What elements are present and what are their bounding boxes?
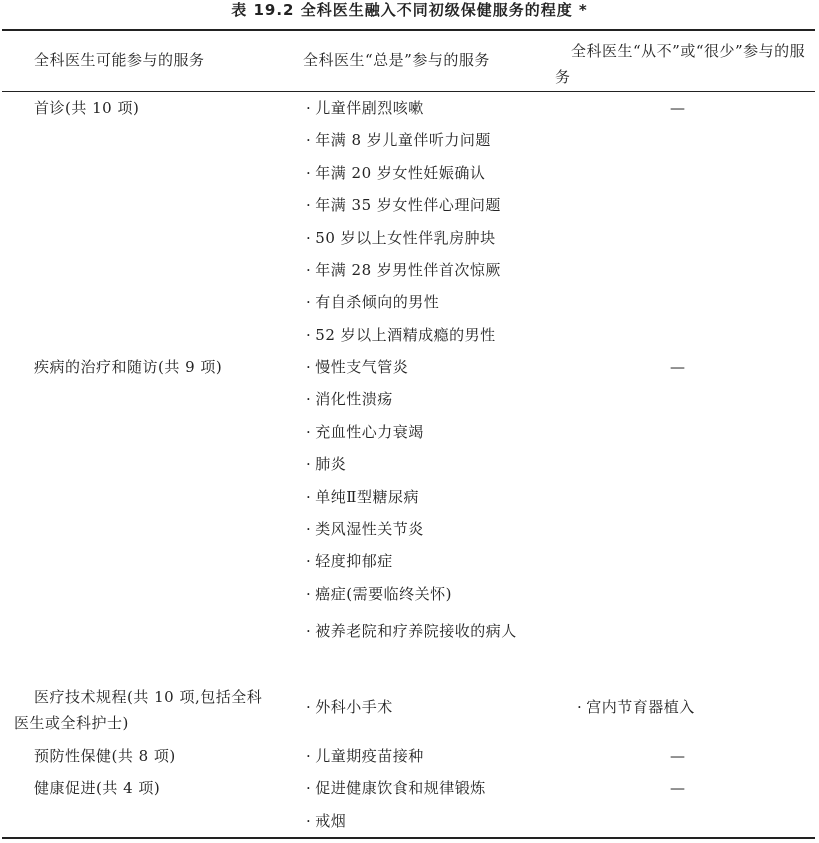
category-first-visit: 首诊(共 10 项): [34, 99, 140, 117]
list-item: · 促进健康饮食和规律锻炼: [306, 778, 486, 798]
list-item: · 外科小手术: [306, 697, 393, 717]
list-item: · 类风湿性关节炎: [306, 519, 424, 539]
rarely-item: · 宫内节育器植入: [577, 697, 695, 717]
category-disease-treatment: 疾病的治疗和随访(共 9 项): [34, 358, 223, 376]
header-rarely-services: 全科医生“从不”或“很少”参与的服务: [555, 42, 806, 86]
list-item: · 儿童伴剧烈咳嗽: [306, 98, 424, 118]
header-rule: [2, 91, 815, 92]
rarely-dash: —: [670, 779, 686, 797]
list-item: · 戒烟: [306, 811, 346, 831]
list-item: · 有自杀倾向的男性: [306, 292, 439, 312]
list-item: · 肺炎: [306, 454, 346, 474]
list-item: · 50 岁以上女性伴乳房肿块: [306, 228, 496, 248]
list-item: · 儿童期疫苗接种: [306, 746, 424, 766]
list-item: · 年满 8 岁儿童伴听力问题: [306, 130, 491, 150]
rarely-dash: —: [670, 747, 686, 765]
category-prevention: 预防性保健(共 8 项): [34, 747, 176, 765]
rarely-dash: —: [670, 99, 686, 117]
list-item: · 被养老院和疗养院接收的病人: [284, 617, 536, 645]
list-item: · 年满 35 岁女性伴心理问题: [306, 195, 501, 215]
table-caption: 表 19.2 全科医生融入不同初级保健服务的程度 *: [231, 1, 588, 19]
list-item: · 52 岁以上酒精成瘾的男性: [306, 325, 496, 345]
top-rule: [2, 29, 815, 31]
list-item: · 慢性支气管炎: [306, 357, 408, 377]
list-item: · 年满 20 岁女性妊娠确认: [306, 163, 485, 183]
category-health-promotion: 健康促进(共 4 项): [34, 779, 161, 797]
list-item: · 充血性心力衰竭: [306, 422, 424, 442]
list-item: · 轻度抑郁症: [306, 551, 393, 571]
list-item: · 单纯Ⅱ型糖尿病: [306, 487, 419, 507]
list-item: · 年满 28 岁男性伴首次惊厥: [306, 260, 501, 280]
header-always-services: 全科医生“总是”参与的服务: [303, 51, 490, 69]
rarely-dash: —: [670, 358, 686, 376]
bottom-rule: [2, 837, 815, 839]
list-item: · 癌症(需要临终关怀): [306, 584, 452, 604]
list-item: · 消化性溃疡: [306, 389, 393, 409]
header-possible-services: 全科医生可能参与的服务: [34, 51, 205, 69]
category-procedures: 医疗技术规程(共 10 项,包括全科医生或全科护士): [14, 688, 263, 732]
